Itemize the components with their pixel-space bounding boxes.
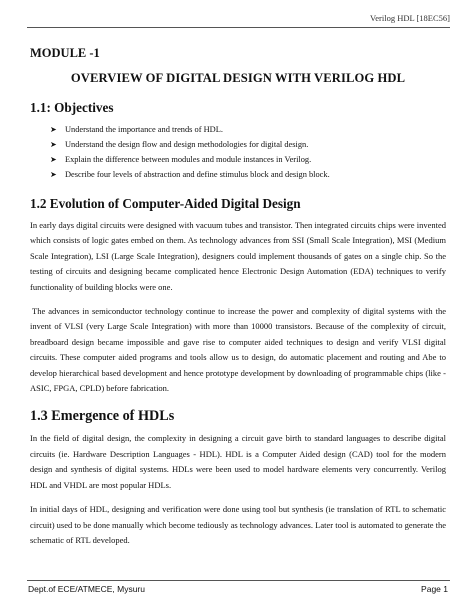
paragraph: The advances in semiconductor technology continue to increase the power and complexity of digital systems with the invent of VLSI (very Large Scale Integration) with more than 10000 transistors. Because of the complexity of circuit, breadboard design became impossible and gave rise to computer aided techniques to design and verify VLSI digital circuits. These computer aided programs and tools allow us to design, do automatic placement and routing and Abe to develop hierarchical based development and hence prototype development by downloading of programmable chips (like - ASIC, FPGA, CPLD) before fabrication. — [30, 306, 446, 394]
paragraph: In the field of digital design, the complexity in designing a circuit gave birth to standard languages to describe digital circuits (ie. Hardware Description Languages - HDL). HDL is a Computer Aided design (CAD) tool for the modern design and synthesis of digital systems. HDLs were been used to model hardware elements very concurrently. Verilog HDL and VHDL are most popular HDLs. — [30, 433, 446, 490]
list-item-text: Understand the importance and trends of HDL. — [65, 125, 223, 134]
list-item — [50, 122, 446, 137]
page-number: Page 1 — [421, 584, 448, 594]
section-heading-evolution: 1.2 Evolution of Computer-Aided Digital Design — [30, 196, 301, 211]
page-content — [30, 36, 446, 548]
page-title: OVERVIEW OF DIGITAL DESIGN WITH VERILOG HDL — [70, 71, 406, 85]
footer-department: Dept.of ECE/ATMECE, Mysuru — [28, 584, 145, 594]
arrow-bullet-icon: ➤ — [50, 125, 57, 134]
module-label: MODULE -1 — [30, 46, 100, 60]
list-item-text: Understand the design flow and design methodologies for digital design. — [65, 140, 309, 149]
list-item-text: Explain the difference between modules and module instances in Verilog. — [65, 155, 312, 164]
section-heading-objectives: 1.1: Objectives — [30, 100, 114, 115]
list-item — [50, 167, 446, 182]
paragraph: In initial days of HDL, designing and verification were done using tool but synthesis (ie translation of RTL to schematic circuit) used to be done manually which become tediously as technology advances. Later tool is automated to generate the schematic of RTL developed. — [30, 504, 446, 545]
arrow-bullet-icon: ➤ — [50, 140, 57, 149]
footer-rule — [27, 580, 450, 581]
list-item — [50, 152, 446, 167]
list-item-text: Describe four levels of abstraction and define stimulus block and design block. — [65, 170, 330, 179]
arrow-bullet-icon: ➤ — [50, 155, 57, 164]
objectives-list — [30, 122, 446, 182]
header-rule — [27, 27, 450, 28]
section-heading-emergence: 1.3 Emergence of HDLs — [30, 408, 175, 425]
arrow-bullet-icon: ➤ — [50, 170, 57, 179]
paragraph: In early days digital circuits were designed with vacuum tubes and transistor. Then integrated circuits chips were invented which consists of logic gates embed on them. As technology advances from SSI (Small Scale Integration), MSI (Medium Scale Integration), LSI (Large Scale Integration), designers could implement thousands of gates on a single chip. So the testing of circuits and designing became complicated hence Electronic Design Automation (EDA) techniques to verify functionality of building blocks were one. — [30, 220, 446, 292]
list-item — [50, 137, 446, 152]
running-header: Verilog HDL [18EC56] — [370, 13, 450, 23]
